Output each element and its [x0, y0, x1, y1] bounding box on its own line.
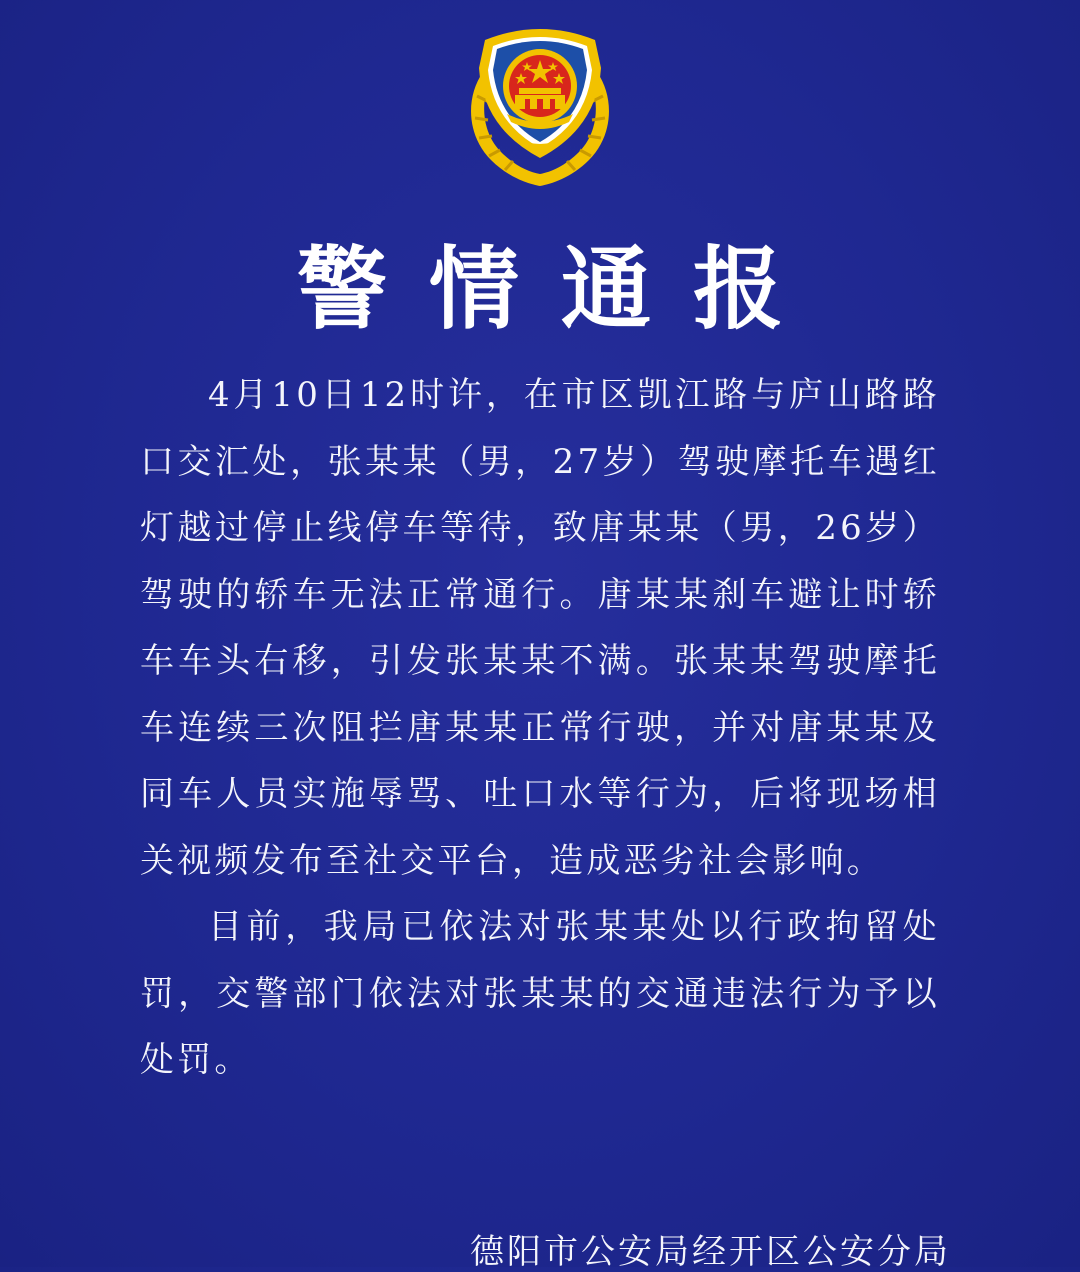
police-emblem-icon [455, 18, 625, 190]
notice-paragraph: 4月10日12时许，在市区凯江路与庐山路路口交汇处，张某某（男，27岁）驾驶摩托车遇红灯越过停止线停车等待，致唐某某（男，26岁）驾驶的轿车无法正常通行。唐某某刹车避让时轿车车头右移，引发张某某不满。张某某驾驶摩托车连续三次阻拦唐某某正常行驶，并对唐某某及同车人员实施辱骂、吐口水等行为，后将现场相关视频发布至社交平台，造成恶劣社会影响。 [140, 375, 940, 881]
notice-paragraph: 目前，我局已依法对张某某处以行政拘留处罚，交警部门依法对张某某的交通违法行为予以处罚。 [140, 907, 940, 1080]
issuing-authority: 德阳市公安局经开区公安分局 [470, 1232, 951, 1272]
notice-title: 警情通报 [297, 237, 825, 342]
notice-body [140, 362, 940, 1094]
